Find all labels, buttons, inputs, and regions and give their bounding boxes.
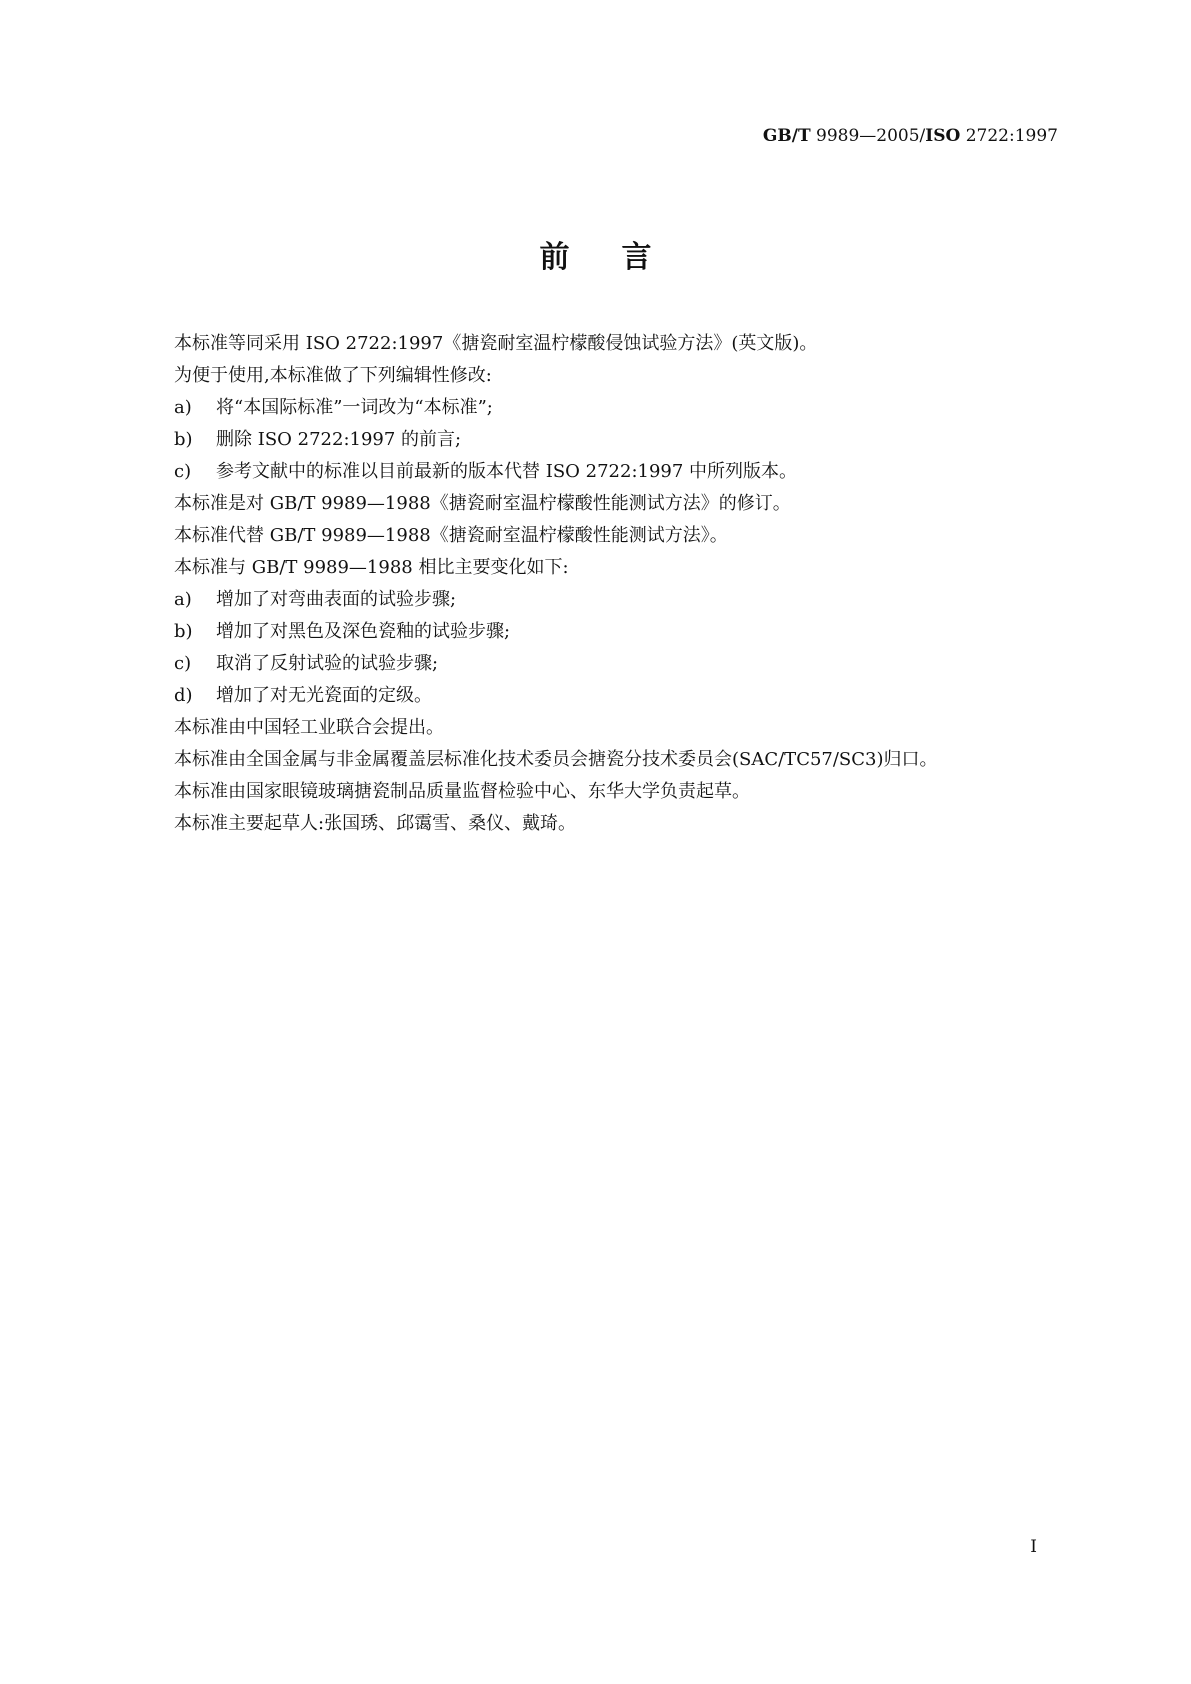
list-item-text: 删除 ISO 2722:1997 的前言; xyxy=(216,429,462,450)
paragraph xyxy=(174,520,1074,552)
list-item xyxy=(174,392,1074,424)
paragraph xyxy=(174,328,1074,360)
list-item-text: 增加了对弯曲表面的试验步骤; xyxy=(216,589,457,610)
paragraph xyxy=(174,552,1074,584)
standard-code-number: 9989—2005/ xyxy=(810,126,926,146)
paragraph xyxy=(174,776,1074,808)
list-marker: a) xyxy=(174,397,192,418)
standard-code-gbt: GB/T xyxy=(762,126,811,146)
list-item-text: 取消了反射试验的试验步骤; xyxy=(216,653,439,674)
standard-code-iso-number: 2722:1997 xyxy=(960,126,1058,146)
foreword-body xyxy=(174,328,1074,840)
list-item-text: 将“本国际标准”一词改为“本标准”; xyxy=(216,397,493,418)
list-item-text: 增加了对无光瓷面的定级。 xyxy=(216,685,432,706)
paragraph-text: 本标准由全国金属与非金属覆盖层标准化技术委员会搪瓷分技术委员会(SAC/TC57/SC3)归口。 xyxy=(174,749,938,770)
list-marker: b) xyxy=(174,621,193,642)
paragraph-text: 本标准代替 GB/T 9989—1988《搪瓷耐室温柠檬酸性能测试方法》。 xyxy=(174,525,728,546)
paragraph-text: 为便于使用,本标准做了下列编辑性修改: xyxy=(174,365,492,386)
paragraph-text: 本标准与 GB/T 9989—1988 相比主要变化如下: xyxy=(174,557,569,578)
list-marker: c) xyxy=(174,653,192,674)
list-item xyxy=(174,680,1074,712)
page-number: I xyxy=(1030,1537,1037,1557)
paragraph xyxy=(174,488,1074,520)
paragraph-text: 本标准由国家眼镜玻璃搪瓷制品质量监督检验中心、东华大学负责起草。 xyxy=(174,781,750,802)
list-item xyxy=(174,648,1074,680)
list-marker: d) xyxy=(174,685,193,706)
paragraph xyxy=(174,808,1074,840)
paragraph-text: 本标准主要起草人:张国琇、邱霭雪、桑仪、戴琦。 xyxy=(174,813,577,834)
list-marker: a) xyxy=(174,589,192,610)
list-marker: c) xyxy=(174,461,192,482)
list-item-text: 参考文献中的标准以目前最新的版本代替 ISO 2722:1997 中所列版本。 xyxy=(216,461,798,482)
paragraph-text: 本标准由中国轻工业联合会提出。 xyxy=(174,717,444,738)
standard-code-header xyxy=(763,126,1058,146)
paragraph xyxy=(174,712,1074,744)
paragraph xyxy=(174,360,1074,392)
list-item xyxy=(174,584,1074,616)
list-marker: b) xyxy=(174,429,193,450)
paragraph xyxy=(174,744,1074,776)
paragraph-text: 本标准是对 GB/T 9989—1988《搪瓷耐室温柠檬酸性能测试方法》的修订。 xyxy=(174,493,791,514)
list-item-text: 增加了对黑色及深色瓷釉的试验步骤; xyxy=(216,621,511,642)
standard-code-iso: ISO xyxy=(925,126,961,146)
list-item xyxy=(174,456,1074,488)
page-title: 前言 xyxy=(539,240,704,275)
list-item xyxy=(174,616,1074,648)
paragraph-text: 本标准等同采用 ISO 2722:1997《搪瓷耐室温柠檬酸侵蚀试验方法》(英文版)。 xyxy=(174,333,818,354)
list-item xyxy=(174,424,1074,456)
